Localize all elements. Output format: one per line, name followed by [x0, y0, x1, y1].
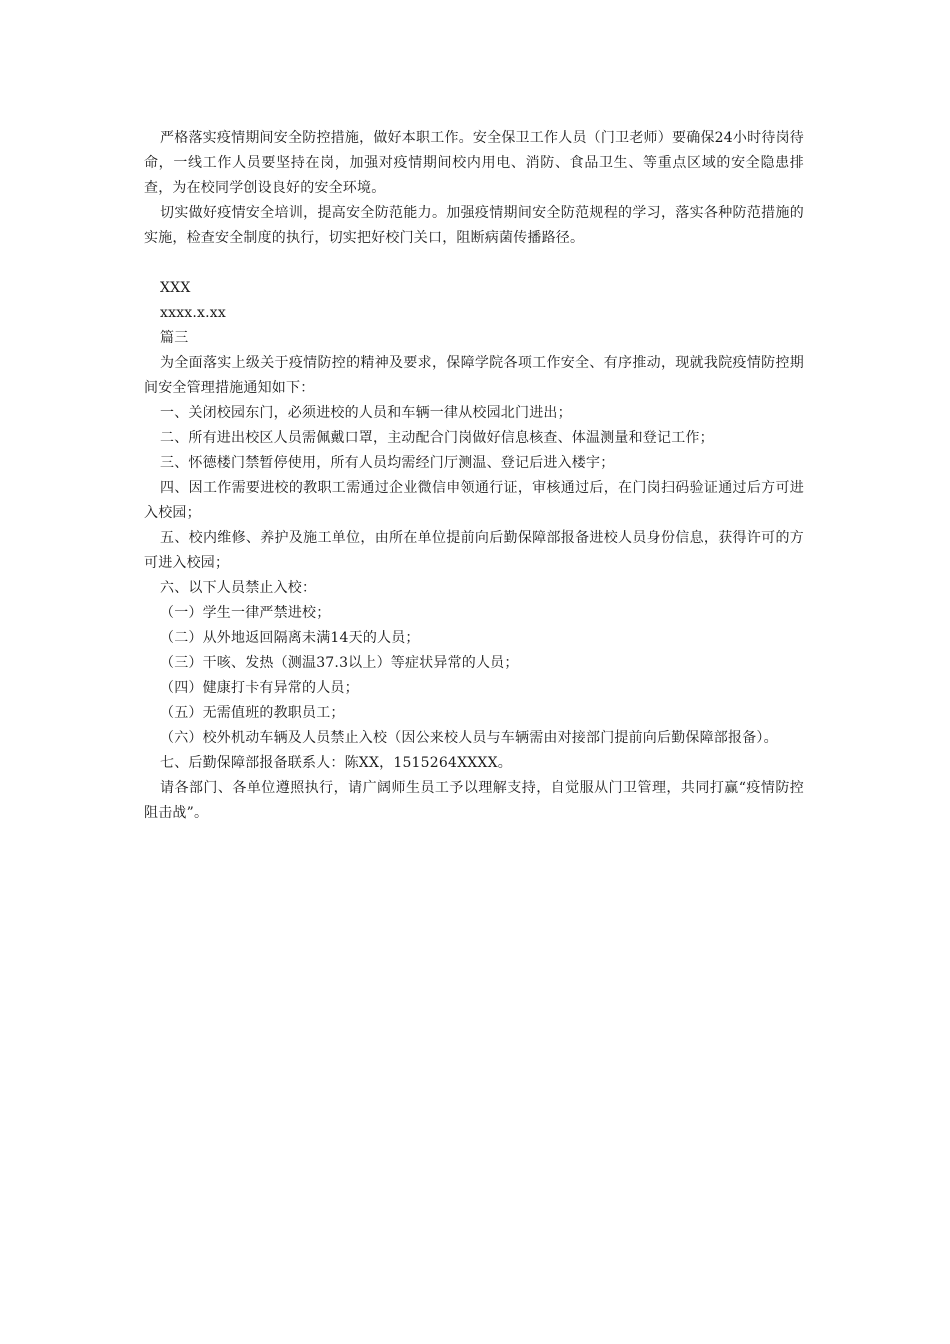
section-title: 篇三 [160, 330, 189, 346]
date: xxxx.x.xx [160, 305, 226, 321]
paragraph-security-measures: 严格落实疫情期间安全防控措施，做好本职工作。安全保卫工作人员（门卫老师）要确保24小时待岗待命，一线工作人员要坚持在岗，加强对疫情期间校内用电、消防、食品卫生、等重点区域的安全隐患排查，为在校同学创设良好的安全环境。 [144, 130, 804, 196]
list-item: 三、怀德楼门禁暂停使用，所有人员均需经门厅测温、登记后进入楼宇； [160, 455, 615, 471]
paragraph-safety-training: 切实做好疫情安全培训，提高安全防范能力。加强疫情期间安全防范规程的学习，落实各种防范措施的实施，检查安全制度的执行，切实把好校门关口，阻断病菌传播路径。 [144, 205, 804, 246]
sub-list-item: （三）干咳、发热（测温37.3以上）等症状异常的人员； [160, 655, 519, 671]
sub-list-item: （二）从外地返回隔离未满14天的人员； [160, 630, 420, 646]
list-item: 五、校内维修、养护及施工单位，由所在单位提前向后勤保障部报备进校人员身份信息，获得许可的方可进入校园； [144, 530, 804, 571]
sub-list-item: （五）无需值班的教职员工； [160, 705, 345, 721]
sub-list-item: （六）校外机动车辆及人员禁止入校（因公来校人员与车辆需由对接部门提前向后勤保障部报备）。 [160, 730, 778, 746]
contact-line: 七、后勤保障部报备联系人：陈XX，1515264XXXX。 [160, 755, 512, 771]
sub-list-item: （一）学生一律严禁进校； [160, 605, 331, 621]
sub-list-item: （四）健康打卡有异常的人员； [160, 680, 359, 696]
spacer [144, 251, 804, 276]
closing-paragraph: 请各部门、各单位遵照执行，请广阔师生员工予以理解支持，自觉服从门卫管理，共同打赢“疫情防控阻击战”。 [144, 780, 804, 821]
list-item: 四、因工作需要进校的教职工需通过企业微信申领通行证，审核通过后，在门岗扫码验证通过后方可进入校园； [144, 480, 804, 521]
document-body [144, 126, 804, 826]
signature: XXX [160, 280, 191, 296]
list-item: 二、所有进出校区人员需佩戴口罩，主动配合门岗做好信息核查、体温测量和登记工作； [160, 430, 714, 446]
list-item: 六、以下人员禁止入校： [160, 580, 317, 596]
intro-paragraph: 为全面落实上级关于疫情防控的精神及要求，保障学院各项工作安全、有序推动，现就我院疫情防控期间安全管理措施通知如下： [144, 355, 804, 396]
list-item: 一、关闭校园东门，必须进校的人员和车辆一律从校园北门进出； [160, 405, 572, 421]
